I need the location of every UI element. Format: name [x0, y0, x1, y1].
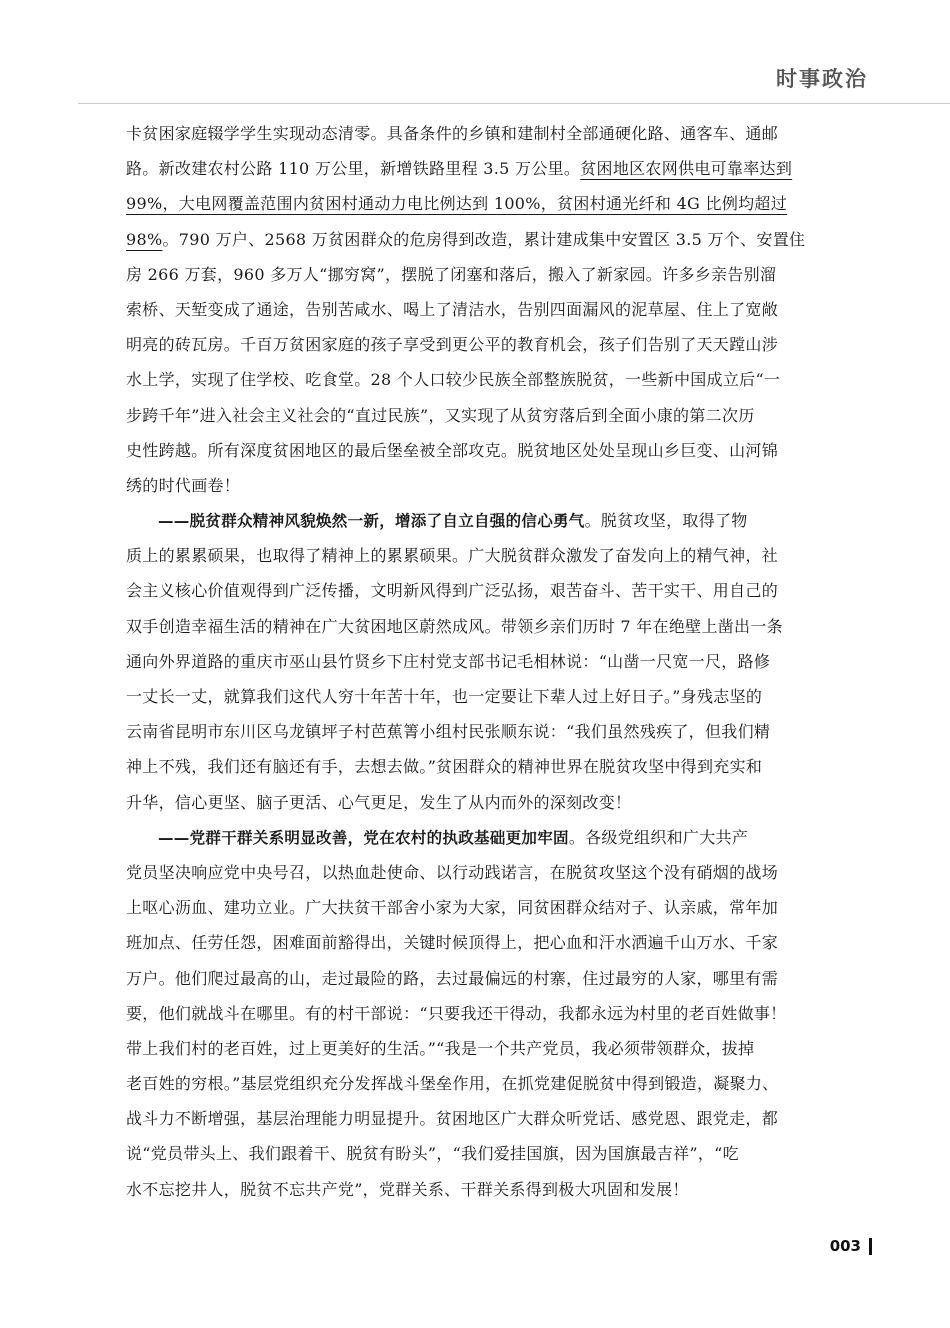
paragraph-start [126, 820, 830, 855]
text-line: 明亮的砖瓦房。千百万贫困家庭的孩子享受到更公平的教育机会，孩子们告别了天天蹚山涉 [126, 335, 779, 355]
text-line: 双手创造幸福生活的精神在广大贫困地区蔚然成风。带领乡亲们历时 7 年在绝壁上凿出一条 [126, 616, 783, 636]
article-body [126, 116, 830, 1207]
section-header: 时事政治 [776, 67, 868, 91]
text-line [126, 222, 830, 257]
text-line: 上呕心沥血、建功立业。广大扶贫干部舍小家为大家，同贫困群众结对子、认亲戚，常年加 [126, 898, 779, 918]
page-number: 003 [829, 1237, 861, 1255]
text-line: 通向外界道路的重庆市巫山县竹贤乡下庄村党支部书记毛相林说：“山凿一尺宽一尺，路修 [126, 651, 771, 671]
section-heading: ——脱贫群众精神风貌焕然一新，增添了自立自强的信心勇气 [158, 512, 585, 531]
text-line: 神上不残，我们还有脑还有手，去想去做。”贫困群众的精神世界在脱贫攻坚中得到充实和 [126, 757, 763, 777]
underlined-text: 98% [126, 229, 163, 249]
text-line: 房 266 万套，960 多万人“挪穷窝”，摆脱了闭塞和落后，搬入了新家园。许多乡亲告别溜 [126, 264, 777, 284]
text-span: 。脱贫攻坚，取得了物 [584, 511, 748, 531]
text-line: 绣的时代画卷！ [126, 475, 241, 495]
header-divider [78, 103, 950, 104]
text-span: 路。新改建农村公路 110 万公里，新增铁路里程 3.5 万公里。 [126, 159, 581, 179]
text-span: 。790 万户、2568 万贫困群众的危房得到改造，累计建成集中安置区 3.5 万个、安置住 [162, 229, 806, 249]
text-line: 要，他们就战斗在哪里。有的村干部说：“只要我还干得动，我都永远为村里的老百姓做事！ [126, 1003, 787, 1023]
text-span: 。各级党组织和广大共产 [568, 827, 749, 847]
text-line: 班加点、任劳任怨，困难面前豁得出，关键时候顶得上，把心血和汗水洒遍千山万水、千家 [126, 933, 779, 953]
text-line: 水不忘挖井人，脱贫不忘共产党”，党群关系、干群关系得到极大巩固和发展！ [126, 1179, 689, 1199]
text-line: 说“党员带头上、我们跟着干、脱贫有盼头”，“我们爱挂国旗，因为国旗最吉祥”，“吃 [126, 1144, 739, 1164]
text-line: 老百姓的穷根。”基层党组织充分发挥战斗堡垒作用，在抓党建促脱贫中得到锻造，凝聚力、 [126, 1074, 779, 1094]
text-line: 战斗力不断增强，基层治理能力明显提升。贫困地区广大群众听党话、感党恩、跟党走，都 [126, 1109, 779, 1129]
text-line: 步跨千年”进入社会主义社会的“直过民族”，又实现了从贫穷落后到全面小康的第二次历 [126, 405, 755, 425]
text-line: 党员坚决响应党中央号召，以热血赴使命、以行动践诺言，在脱贫攻坚这个没有硝烟的战场 [126, 862, 779, 882]
underlined-line: 99%，大电网覆盖范围内贫困村通动力电比例达到 100%，贫困村通光纤和 4G 比例均超过 [126, 194, 788, 214]
section-heading: ——党群干群关系明显改善，党在农村的执政基础更加牢固 [158, 828, 569, 847]
text-line: 索桥、天堑变成了通途，告别苦咸水、喝上了清洁水，告别四面漏风的泥草屋、住上了宽敞 [126, 299, 779, 319]
page-footer [830, 1237, 872, 1255]
text-line: 万户。他们爬过最高的山，走过最险的路，去过最偏远的村寨，住过最穷的人家，哪里有需 [126, 968, 779, 988]
text-line: 云南省昆明市东川区乌龙镇坪子村芭蕉箐小组村民张顺东说：“我们虽然残疾了，但我们精 [126, 722, 771, 742]
text-line: 卡贫困家庭辍学学生实现动态清零。具备条件的乡镇和建制村全部通硬化路、通客车、通邮 [126, 124, 779, 143]
text-line: 史性跨越。所有深度贫困地区的最后堡垒被全部攻克。脱贫地区处处呈现山乡巨变、山河锦 [126, 440, 779, 460]
text-line: 带上我们村的老百姓，过上更美好的生活。”“我是一个共产党员，我必须带领群众，拔掉 [126, 1038, 755, 1058]
text-line: 水上学，实现了住学校、吃食堂。28 个人口较少民族全部整族脱贫，一些新中国成立后“一 [126, 370, 781, 390]
text-line: 质上的累累硕果，也取得了精神上的累累硕果。广大脱贫群众激发了奋发向上的精气神，社 [126, 546, 779, 566]
text-line: 升华，信心更坚、脑子更活、心气更足，发生了从内而外的深刻改变！ [126, 792, 632, 812]
footer-bar [869, 1238, 872, 1255]
text-line: 一丈长一丈，就算我们这代人穷十年苦十年，也一定要让下辈人过上好日子。”身残志坚的 [126, 687, 763, 706]
underlined-text: 贫困地区农网供电可靠率达到 [580, 159, 793, 179]
paragraph-start [126, 503, 830, 538]
text-line [126, 151, 830, 186]
text-line: 会主义核心价值观得到广泛传播，文明新风得到广泛弘扬，艰苦奋斗、苦干实干、用自己的 [126, 581, 779, 601]
